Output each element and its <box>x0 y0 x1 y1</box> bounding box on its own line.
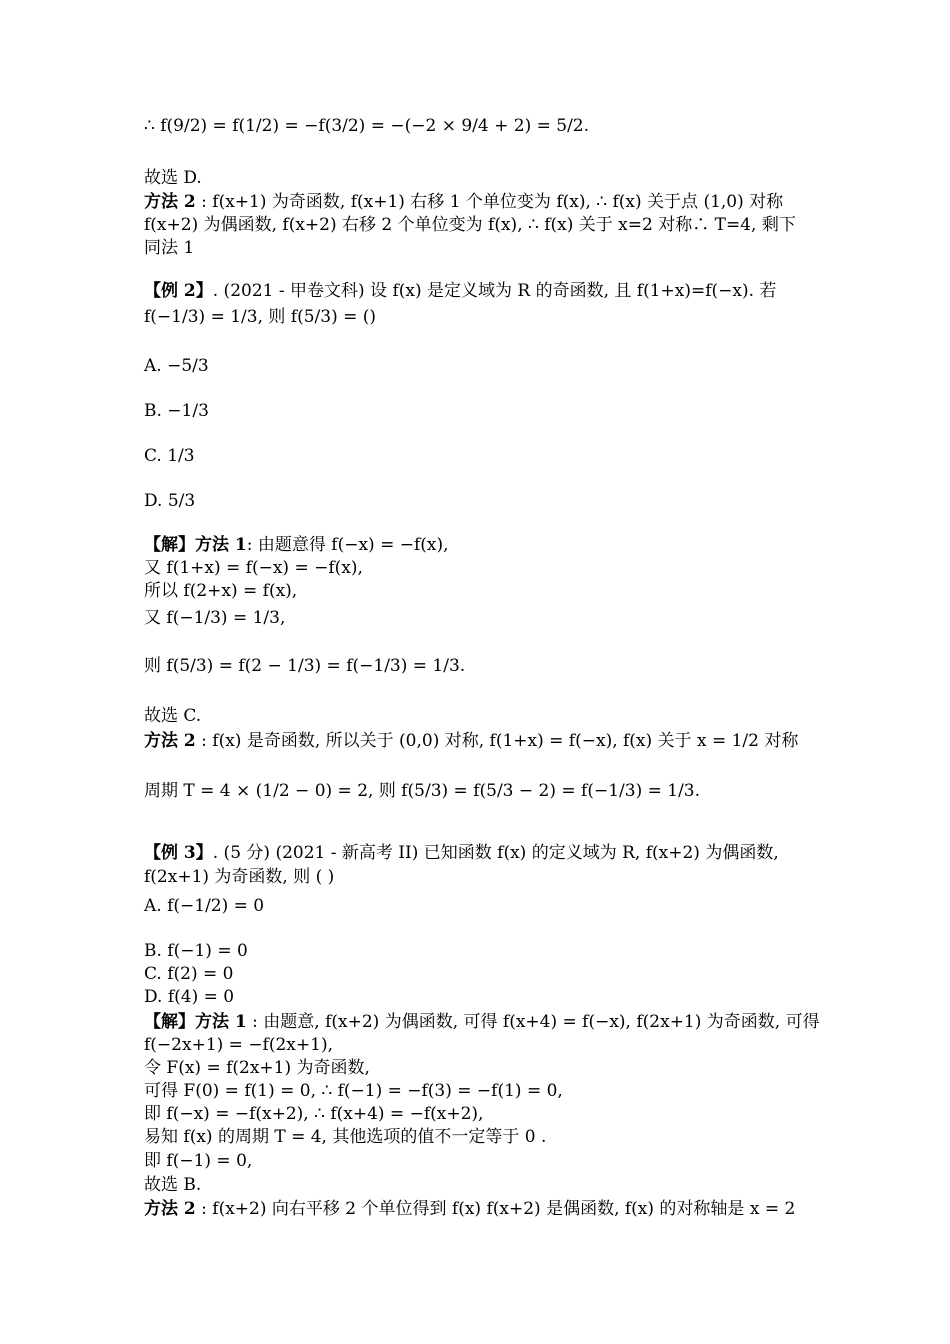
text-line: 故选 C. <box>144 706 202 726</box>
text-line: D. f(4) = 0 <box>144 987 235 1007</box>
text-line: C. f(2) = 0 <box>144 964 234 984</box>
text-line: A. f(−1/2) = 0 <box>144 896 265 916</box>
text-line: f(x+2) 为偶函数, f(x+2) 右移 2 个单位变为 f(x), ∴ f(x) 关于 x=2 对称∴ T=4, 剩下 <box>144 215 796 235</box>
text-line: f(2x+1) 为奇函数, 则 ( ) <box>144 867 335 887</box>
text-line: 故选 D. <box>144 168 202 188</box>
heading-label: 方法 2 <box>144 192 196 212</box>
heading-label: 方法 2 <box>144 731 196 751</box>
heading-label: 【例 3】 <box>144 843 213 863</box>
heading-label: 【解】方法 1 <box>144 1012 247 1032</box>
text-line: 方法 2 : f(x) 是奇函数, 所以关于 (0,0) 对称, f(1+x) = f(−x), f(x) 关于 x = 1/2 对称 <box>144 731 799 751</box>
text-line: 【解】方法 1: 由题意得 f(−x) = −f(x), <box>144 535 449 555</box>
text-line: C. 1/3 <box>144 446 195 466</box>
text-line: 易知 f(x) 的周期 T = 4, 其他选项的值不一定等于 0 . <box>144 1127 547 1147</box>
text-line: 即 f(−1) = 0, <box>144 1151 253 1171</box>
text-line: A. −5/3 <box>144 356 209 376</box>
text-line: 周期 T = 4 × (1/2 − 0) = 2, 则 f(5/3) = f(5/3 − 2) = f(−1/3) = 1/3. <box>144 781 701 801</box>
text-line: 方法 2 : f(x+2) 向右平移 2 个单位得到 f(x) f(x+2) 是偶函数, f(x) 的对称轴是 x = 2 <box>144 1199 796 1219</box>
text-line: 又 f(1+x) = f(−x) = −f(x), <box>144 558 363 578</box>
text-line: 令 F(x) = f(2x+1) 为奇函数, <box>144 1058 370 1078</box>
text-line: 所以 f(2+x) = f(x), <box>144 581 298 601</box>
text-line: f(−2x+1) = −f(2x+1), <box>144 1035 333 1055</box>
text-line: 【解】方法 1 : 由题意, f(x+2) 为偶函数, 可得 f(x+4) = f(−x), f(2x+1) 为奇函数, 可得 <box>144 1012 820 1032</box>
text-line: 故选 B. <box>144 1175 202 1195</box>
text-line: 即 f(−x) = −f(x+2), ∴ f(x+4) = −f(x+2), <box>144 1104 484 1124</box>
text-line: 方法 2 : f(x+1) 为奇函数, f(x+1) 右移 1 个单位变为 f(x), ∴ f(x) 关于点 (1,0) 对称 <box>144 192 784 212</box>
text-line: ∴ f(9/2) = f(1/2) = −f(3/2) = −(−2 × 9/4 + 2) = 5/2. <box>144 116 590 136</box>
text-line: 同法 1 <box>144 238 195 258</box>
text-line: 又 f(−1/3) = 1/3, <box>144 608 286 628</box>
text-line: 则 f(5/3) = f(2 − 1/3) = f(−1/3) = 1/3. <box>144 656 466 676</box>
text-line: 【例 2】. (2021 - 甲卷文科) 设 f(x) 是定义域为 R 的奇函数, 且 f(1+x)=f(−x). 若 <box>144 281 777 301</box>
text-line: B. −1/3 <box>144 401 209 421</box>
text-line: D. 5/3 <box>144 491 196 511</box>
heading-label: 方法 2 <box>144 1199 196 1219</box>
text-line: B. f(−1) = 0 <box>144 941 248 961</box>
text-line: f(−1/3) = 1/3, 则 f(5/3) = () <box>144 307 377 327</box>
heading-label: 【解】方法 1 <box>144 535 247 555</box>
text-line: 【例 3】. (5 分) (2021 - 新高考 II) 已知函数 f(x) 的定义域为 R, f(x+2) 为偶函数, <box>144 843 779 863</box>
text-line: 可得 F(0) = f(1) = 0, ∴ f(−1) = −f(3) = −f(1) = 0, <box>144 1081 563 1101</box>
heading-label: 【例 2】 <box>144 281 213 301</box>
